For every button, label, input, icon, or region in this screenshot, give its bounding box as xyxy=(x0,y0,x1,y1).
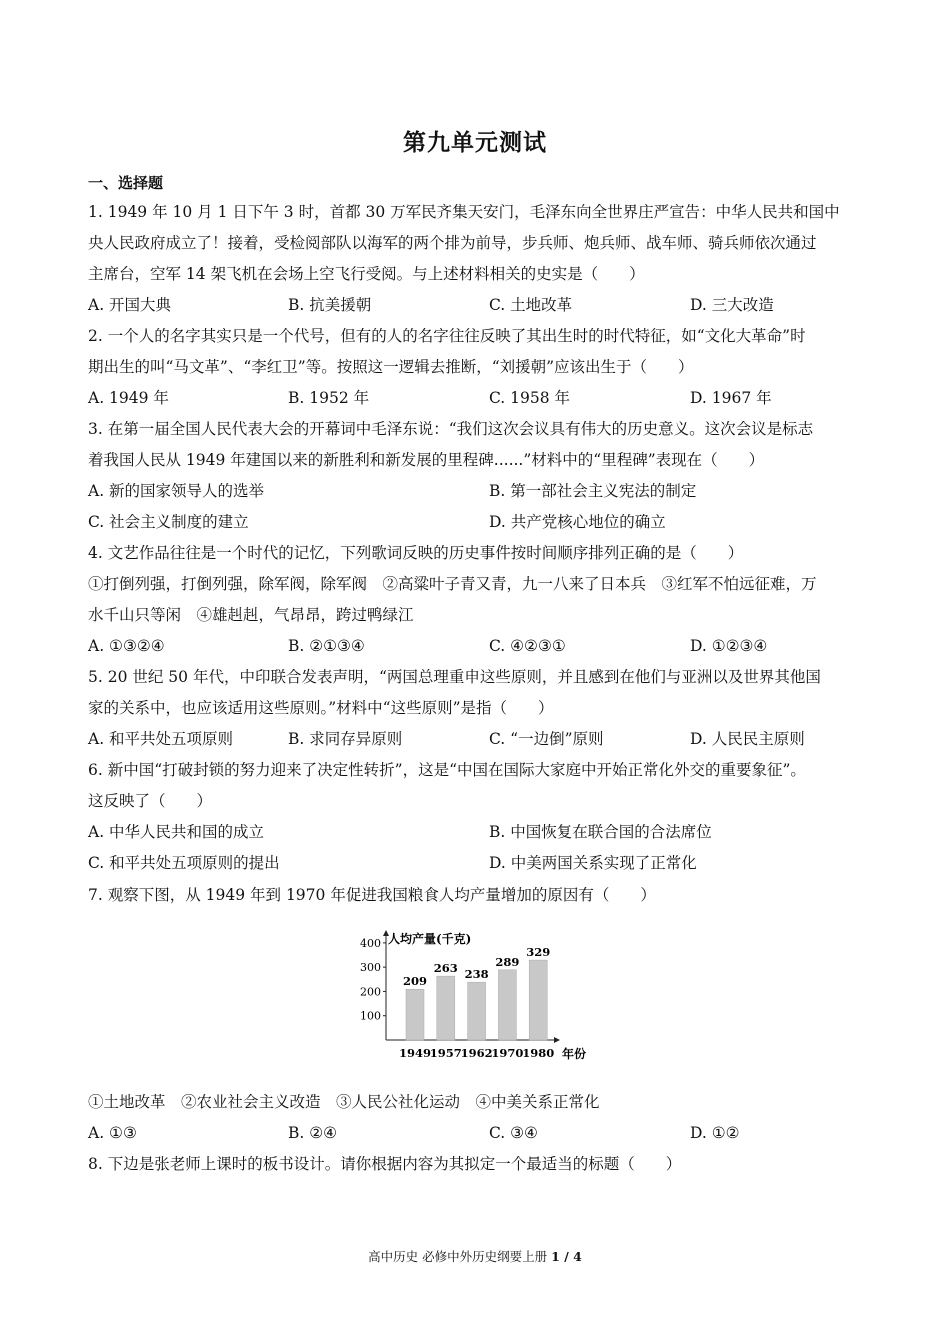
q2-line-2: 期出生的叫“马文革”、“李红卫”等。按照这一逻辑去推断，“刘援朝”应该出生于（ ） xyxy=(88,358,694,376)
q3-option-a[interactable]: A. 新的国家领导人的选举 xyxy=(88,482,265,500)
q1-option-b[interactable]: B. 抗美援朝 xyxy=(288,296,372,314)
q1-option-d[interactable]: D. 三大改造 xyxy=(690,296,774,314)
q5-option-b[interactable]: B. 求同存异原则 xyxy=(288,730,403,748)
section-heading: 一、选择题 xyxy=(88,174,164,192)
bar-value-label: 329 xyxy=(526,945,551,960)
q7-line-1: 7. 观察下图，从 1949 年到 1970 年促进我国粮食人均产量增加的原因有（ ） xyxy=(88,886,656,904)
x-tick-label: 1962 xyxy=(460,1046,493,1060)
bar xyxy=(498,970,516,1040)
q7-option-b[interactable]: B. ②④ xyxy=(288,1124,338,1142)
grain-per-capita-chart xyxy=(350,928,610,1074)
q7-statements: ①土地改革 ②农业社会主义改造 ③人民公社化运动 ④中美关系正常化 xyxy=(88,1093,600,1111)
q1-option-a[interactable]: A. 开国大典 xyxy=(88,296,172,314)
y-tick-label: 100 xyxy=(360,1009,381,1023)
q3-option-c[interactable]: C. 社会主义制度的建立 xyxy=(88,513,249,531)
q1-line-1: 1. 1949 年 10 月 1 日下午 3 时，首都 30 万军民齐集天安门，毛泽东向全世界庄严宣告：中华人民共和国中 xyxy=(88,203,840,221)
y-tick-label: 300 xyxy=(360,961,381,975)
q2-option-c[interactable]: C. 1958 年 xyxy=(489,389,571,407)
q4-option-a[interactable]: A. ①③②④ xyxy=(88,637,165,655)
q3-line-1: 3. 在第一届全国人民代表大会的开幕词中毛泽东说：“我们这次会议具有伟大的历史意义。这次会议是标志 xyxy=(88,420,814,438)
q5-option-d[interactable]: D. 人民民主原则 xyxy=(690,730,805,748)
q1-line-3: 主席台，空军 14 架飞机在会场上空飞行受阅。与上述材料相关的史实是（ ） xyxy=(88,265,645,283)
bar-value-label: 238 xyxy=(464,967,489,982)
q4-option-b[interactable]: B. ②①③④ xyxy=(288,637,365,655)
bar xyxy=(529,960,547,1040)
q5-line-2: 家的关系中，也应该适用这些原则。”材料中“这些原则”是指（ ） xyxy=(88,699,554,717)
q8-line-1: 8. 下边是张老师上课时的板书设计。请你根据内容为其拟定一个最适当的标题（ ） xyxy=(88,1155,682,1173)
q6-line-1: 6. 新中国“打破封锁的努力迎来了决定性转折”，这是“中国在国际大家庭中开始正常化外交的重要象征”。 xyxy=(88,761,806,779)
q5-line-1: 5. 20 世纪 50 年代，中印联合发表声明，“两国总理重申这些原则，并且感到在他们与亚洲以及世界其他国 xyxy=(88,668,821,686)
q5-option-c[interactable]: C. “一边倒”原则 xyxy=(489,730,604,748)
x-tick-label: 1957 xyxy=(429,1046,462,1060)
bar-chart xyxy=(350,928,610,1070)
q3-option-d[interactable]: D. 共产党核心地位的确立 xyxy=(489,513,666,531)
page-number: 1 / 4 xyxy=(551,1249,582,1264)
y-tick-label: 400 xyxy=(360,936,381,950)
q4-line-1: 4. 文艺作品往往是一个时代的记忆，下列歌词反映的历史事件按时间顺序排列正确的是（ ） xyxy=(88,544,744,562)
q1-option-c[interactable]: C. 土地改革 xyxy=(489,296,573,314)
bar-value-label: 289 xyxy=(495,954,520,969)
q3-line-2: 着我国人民从 1949 年建国以来的新胜利和新发展的里程碑......”材料中的“里程碑”表现在（ ） xyxy=(88,451,765,469)
y-axis-label: 人均产量(千克) xyxy=(388,932,472,946)
q2-option-a[interactable]: A. 1949 年 xyxy=(88,389,169,407)
bar-value-label: 263 xyxy=(433,961,458,976)
q2-line-1: 2. 一个人的名字其实只是一个代号，但有的人的名字往往反映了其出生时的时代特征，如“文化大革命”时 xyxy=(88,327,806,345)
q6-option-c[interactable]: C. 和平共处五项原则的提出 xyxy=(88,854,280,872)
bar-value-label: 209 xyxy=(402,974,428,989)
q6-option-a[interactable]: A. 中华人民共和国的成立 xyxy=(88,823,265,841)
footer-text: 高中历史 必修中外历史纲要上册 xyxy=(368,1249,548,1264)
page-title: 第九单元测试 xyxy=(403,129,547,156)
q6-option-d[interactable]: D. 中美两国关系实现了正常化 xyxy=(489,854,697,872)
q4-line-2: ①打倒列强，打倒列强，除军阀，除军阀 ②高粱叶子青又青，九一八来了日本兵 ③红军不怕远征难，万 xyxy=(88,575,817,593)
x-tick-label: 1970 xyxy=(491,1046,524,1060)
q6-line-2: 这反映了（ ） xyxy=(88,792,213,810)
q5-option-a[interactable]: A. 和平共处五项原则 xyxy=(88,730,234,748)
x-tick-label: 1980 xyxy=(522,1046,555,1060)
x-axis-label: 年份 xyxy=(562,1047,587,1061)
bar xyxy=(406,989,424,1040)
x-tick-label: 1949 xyxy=(398,1046,432,1060)
bar xyxy=(468,982,486,1040)
y-tick-label: 200 xyxy=(360,985,381,999)
q7-option-a[interactable]: A. ①③ xyxy=(88,1124,137,1142)
q2-option-b[interactable]: B. 1952 年 xyxy=(288,389,370,407)
q3-option-b[interactable]: B. 第一部社会主义宪法的制定 xyxy=(489,482,697,500)
q1-line-2: 央人民政府成立了！接着，受检阅部队以海军的两个排为前导，步兵师、炮兵师、战车师、骑兵师依次通过 xyxy=(88,234,817,252)
q7-option-d[interactable]: D. ①② xyxy=(690,1124,740,1142)
q2-option-d[interactable]: D. 1967 年 xyxy=(690,389,772,407)
q7-option-c[interactable]: C. ③④ xyxy=(489,1124,538,1142)
q4-line-3: 水千山只等闲 ④雄赳赳，气昂昂，跨过鸭绿江 xyxy=(88,606,414,624)
page-footer xyxy=(0,1247,950,1265)
x-axis-arrow xyxy=(554,1037,560,1043)
q6-option-b[interactable]: B. 中国恢复在联合国的合法席位 xyxy=(489,823,712,841)
q4-option-c[interactable]: C. ④②③① xyxy=(489,637,566,655)
bar xyxy=(437,976,455,1040)
q4-option-d[interactable]: D. ①②③④ xyxy=(690,637,768,655)
